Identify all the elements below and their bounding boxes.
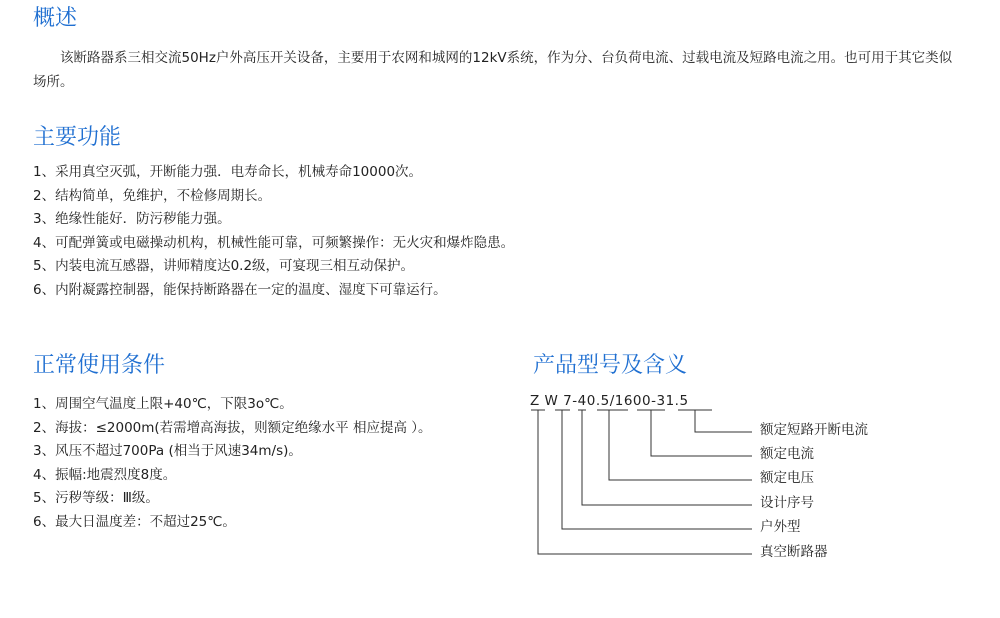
conditions-item-4: 4、振幅:地震烈度8度。 [33,466,177,483]
model-code: Z W 7-40.5/1600-31.5 [530,393,689,409]
label-vacuum-breaker: 真空断路器 [760,544,828,560]
leader-outdoor [562,410,752,529]
conditions-item-6: 6、最大日温度差：不超过25℃。 [33,513,236,530]
leader-design [582,410,752,505]
functions-item-1: 1、采用真空灭弧，开断能力强．电寿命长，机械寿命10000次。 [33,164,423,180]
functions-item-6: 6、内附凝露控制器，能保持断路器在一定的温度、湿度下可靠运行。 [33,281,447,298]
label-rated-current: 额定电流 [760,446,814,462]
leader-voltage [609,410,752,480]
label-outdoor-type: 户外型 [760,519,801,535]
label-rated-breaking-current: 额定短路开断电流 [760,422,868,438]
conditions-item-1: 1、周围空气温度上限+40℃，下限3o℃。 [33,396,293,412]
leader-current [651,410,752,456]
model-heading: 产品型号及含义 [533,353,688,378]
conditions-heading: 正常使用条件 [33,353,166,378]
functions-item-4: 4、可配弹簧或电磁操动机构，机械性能可靠，可频繁操作：无火灾和爆炸隐患。 [33,234,515,251]
functions-heading: 主要功能 [33,125,122,150]
leader-breaking [695,410,752,432]
label-rated-voltage: 额定电压 [760,470,814,486]
conditions-item-2: 2、海拔：≤2000m(若需增高海拔，则额定绝缘水平 相应提高 ）。 [33,419,432,436]
functions-item-5: 5、内装电流互感器，讲师精度达0.2级，可宴现三相互动保护。 [33,258,415,274]
overview-text: 该断路器系三相交流50Hz户外高压开关设备，主要用于农网和城网的12kV系统，作为分、台负荷电流、过载电流及短路电流之用。也可用于其它类似场所。 [33,50,953,90]
conditions-item-3: 3、风压不超过700Pa (相当于风速34m/s)。 [33,443,302,459]
label-design-number: 设计序号 [760,495,814,511]
conditions-item-5: 5、污秽等级：Ⅲ级。 [33,490,159,506]
functions-item-2: 2、结构简单，免维护，不检修周期长。 [33,187,272,204]
functions-item-3: 3、绝缘性能好．防污秽能力强。 [33,211,231,227]
overview-heading: 概述 [33,6,78,31]
